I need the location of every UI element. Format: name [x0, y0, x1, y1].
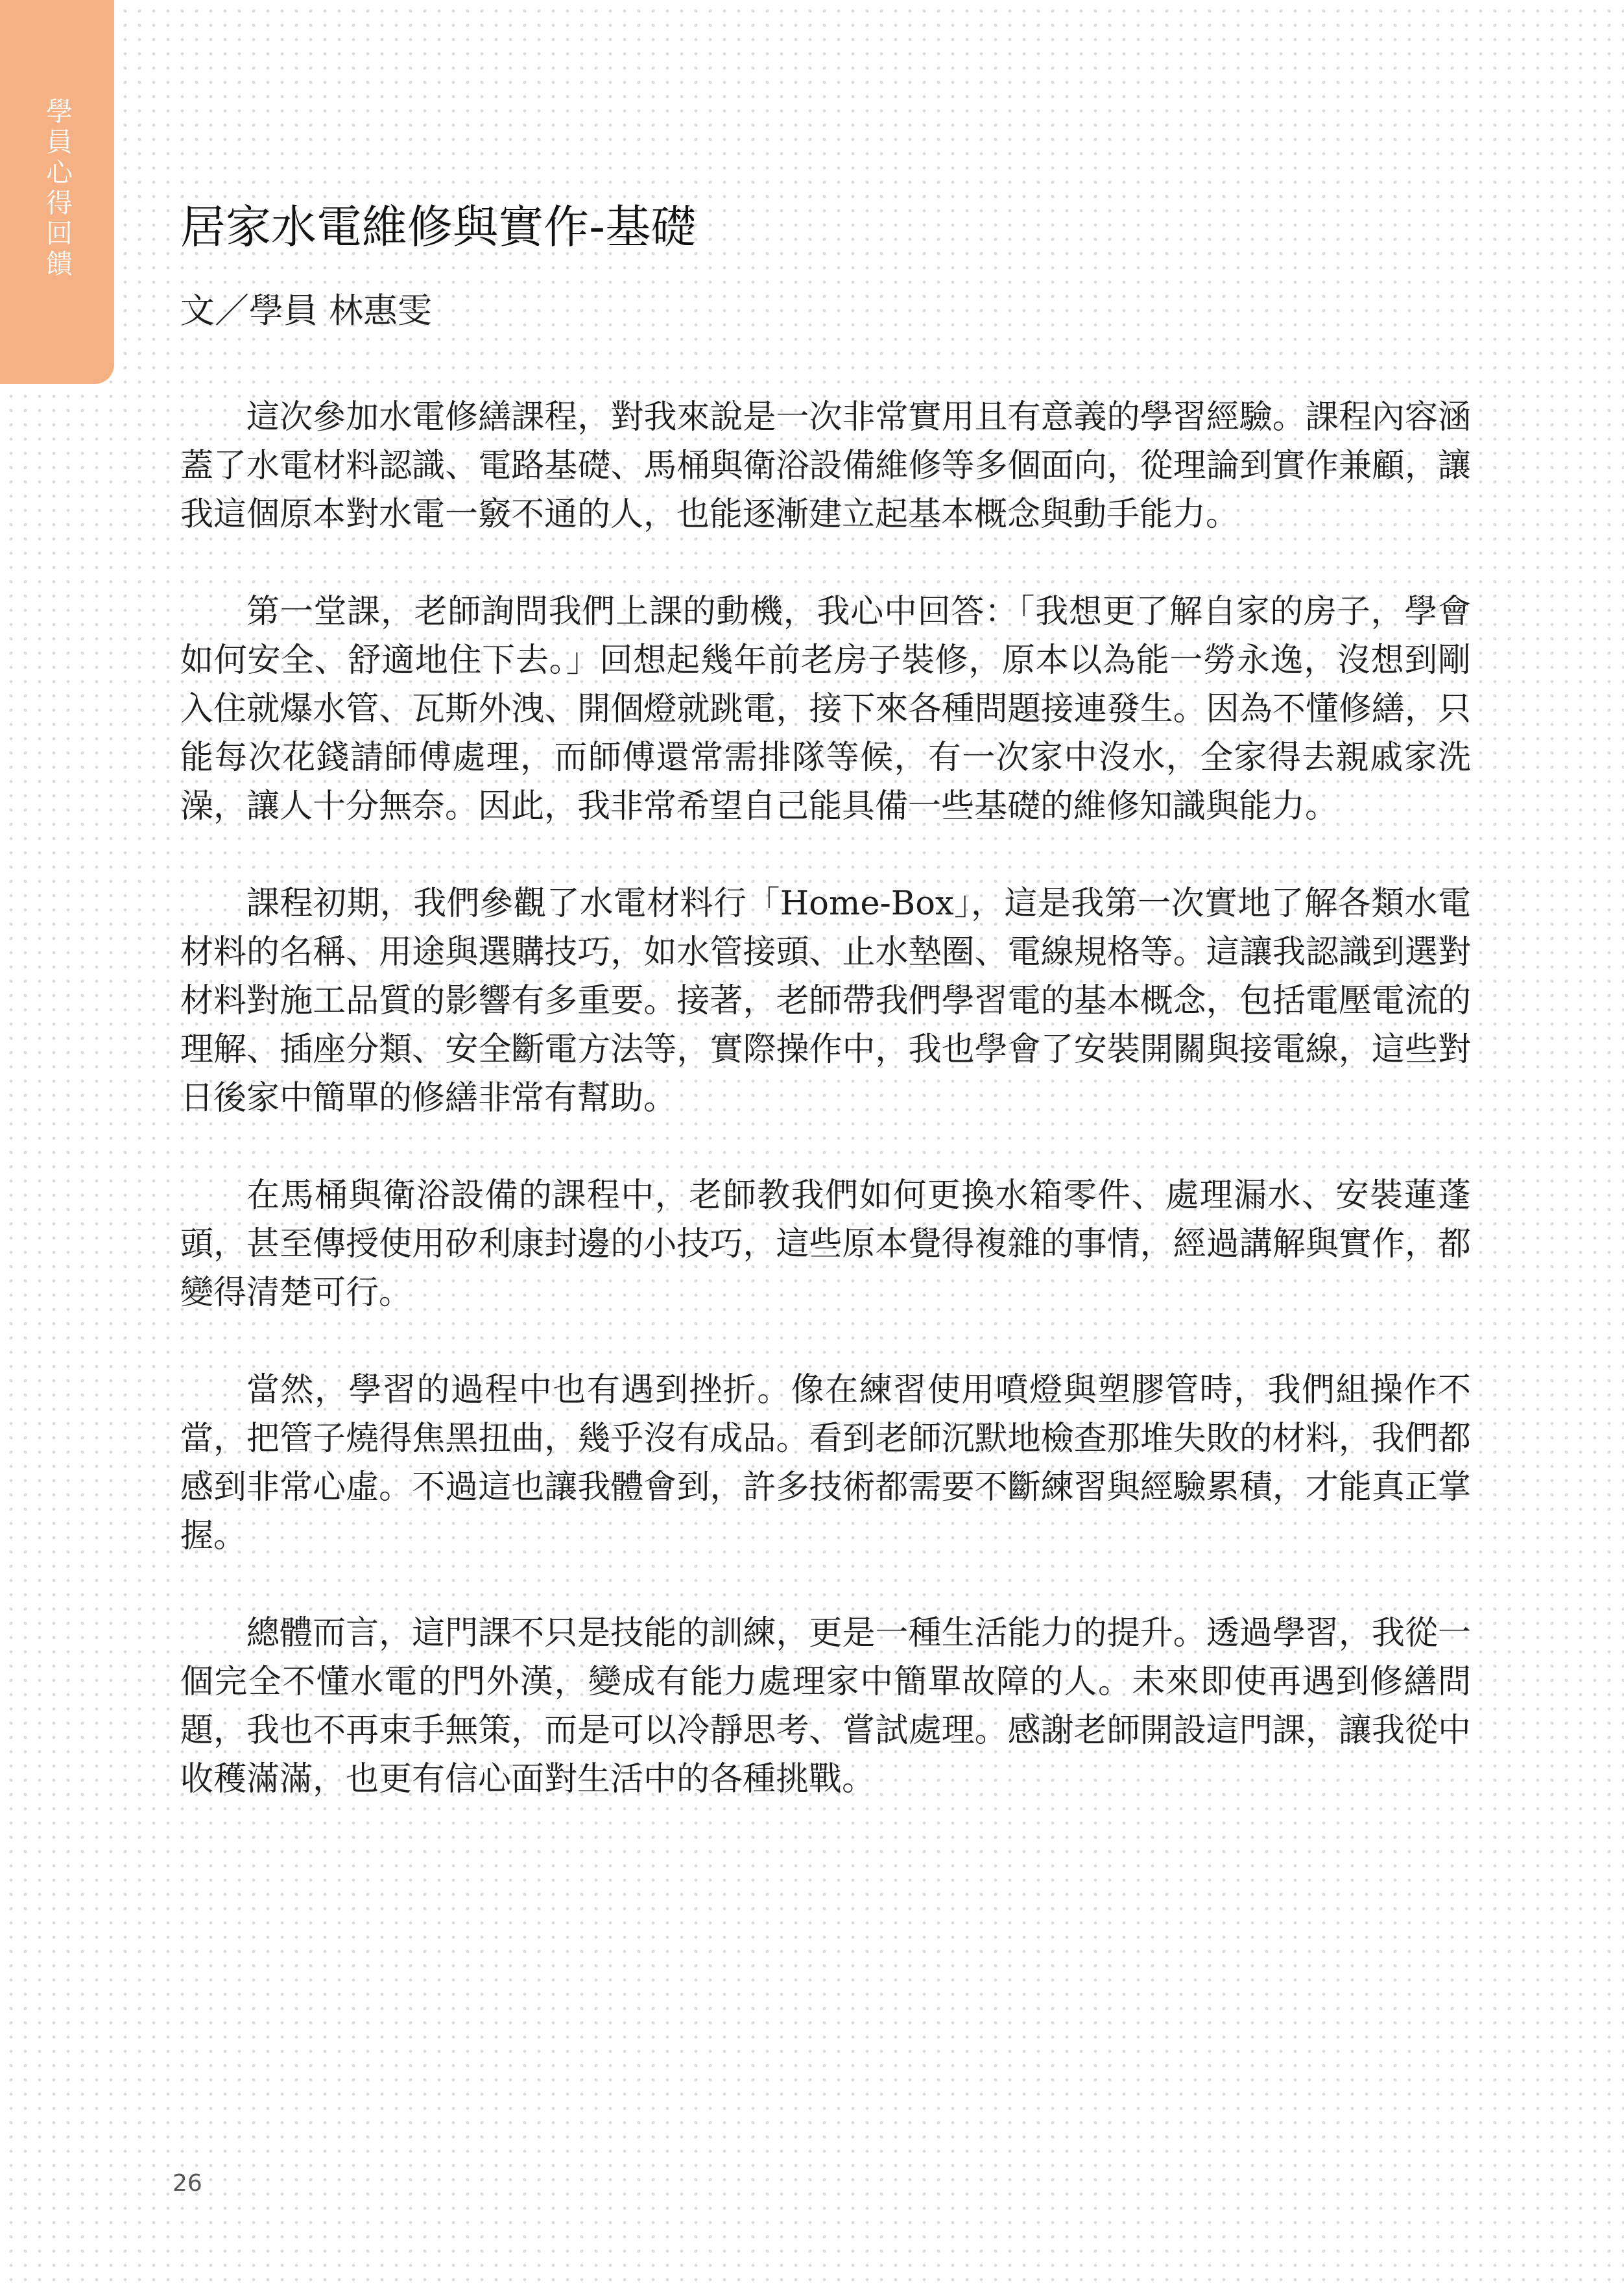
section-label: 學員心得回饋: [42, 97, 73, 280]
paragraph-4: 在馬桶與衛浴設備的課程中，老師教我們如何更換水箱零件、處理漏水、安裝蓮蓬頭，甚至傳授使用矽利康封邊的小技巧，這些原本覺得複雜的事情，經過講解與實作，都變得清楚可行。: [180, 1176, 1471, 1312]
paragraph-1: 這次參加水電修繕課程，對我來說是一次非常實用且有意義的學習經驗。課程內容涵蓋了水電材料認識、電路基礎、馬桶與衛浴設備維修等多個面向，從理論到實作兼顧，讓我這個原本對水電一竅不通的人，也能逐漸建立起基本概念與動手能力。: [180, 398, 1471, 534]
article-byline: 文／學員 林惠雯: [180, 291, 432, 331]
paragraph-6: 總體而言，這門課不只是技能的訓練，更是一種生活能力的提升。透過學習，我從一個完全不懂水電的門外漢，變成有能力處理家中簡單故障的人。未來即使再遇到修繕問題，我也不再束手無策，而是可以冷靜思考、嘗試處理。感謝老師開設這門課，讓我從中收穫滿滿，也更有信心面對生活中的各種挑戰。: [180, 1614, 1471, 1798]
paragraph-2: 第一堂課，老師詢問我們上課的動機，我心中回答：「我想更了解自家的房子，學會如何安全、舒適地住下去。」回想起幾年前老房子裝修，原本以為能一勞永逸，沒想到剛入住就爆水管、瓦斯外洩、開個燈就跳電，接下來各種問題接連發生。因為不懂修繕，只能每次花錢請師傅處理，而師傅還常需排隊等候，有一次家中沒水，全家得去親戚家洗澡，讓人十分無奈。因此，我非常希望自己能具備一些基礎的維修知識與能力。: [180, 593, 1471, 826]
paragraph-5: 當然，學習的過程中也有遇到挫折。像在練習使用噴燈與塑膠管時，我們組操作不當，把管子燒得焦黑扭曲，幾乎沒有成品。看到老師沉默地檢查那堆失敗的材料，我們都感到非常心虛。不過這也讓我體會到，許多技術都需要不斷練習與經驗累積，才能真正掌握。: [180, 1371, 1471, 1555]
article-body: [180, 393, 1471, 1852]
paragraph-3: 課程初期，我們參觀了水電材料行「Home-Box」，這是我第一次實地了解各類水電材料的名稱、用途與選購技巧，如水管接頭、止水墊圈、電線規格等。這讓我認識到選對材料對施工品質的影響有多重要。接著，老師帶我們學習電的基本概念，包括電壓電流的理解、插座分類、安全斷電方法等，實際操作中，我也學會了安裝開關與接電線，這些對日後家中簡單的修繕非常有幫助。: [180, 885, 1471, 1117]
section-side-tab: [0, 0, 114, 384]
article-title: 居家水電維修與實作-基礎: [180, 200, 697, 254]
page-number: 26: [173, 2170, 202, 2197]
